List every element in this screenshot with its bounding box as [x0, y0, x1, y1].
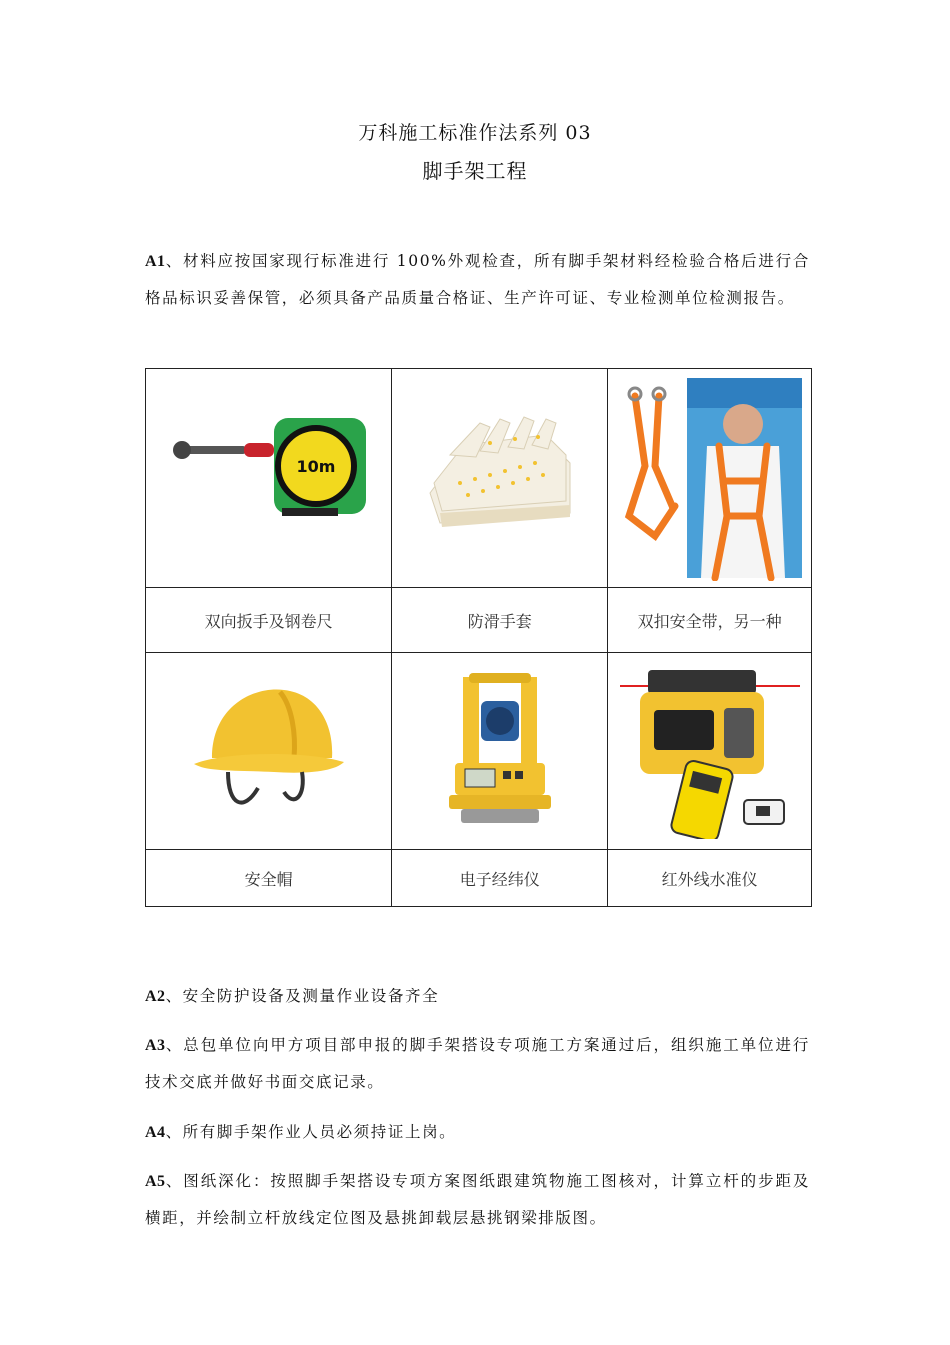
- paragraph-label: A2: [145, 988, 166, 1005]
- paragraph-a2: [145, 978, 810, 1015]
- paragraph-label: A1: [145, 253, 166, 270]
- wrench-tape-measure-icon: [164, 398, 374, 558]
- equipment-table: [145, 368, 812, 907]
- series-title: 万科施工标准作法系列 03: [358, 122, 592, 144]
- paragraph-text: 、材料应按国家现行标准进行 100%外观检查，所有脚手架材料经检验合格后进行合格品标识妥善保管，必须具备产品质量合格证、生产许可证、专业检测单位检测报告。: [145, 252, 810, 307]
- gloves-image: [392, 369, 608, 588]
- hard-hat-image: [146, 653, 392, 850]
- paragraph-text: 、图纸深化：按照脚手架搭设专项方案图纸跟建筑物施工图核对，计算立杆的步距及横距，并绘制立杆放线定位图及悬挑卸载层悬挑钢梁排版图。: [145, 1172, 810, 1227]
- caption-theodolite: 电子经纬仪: [392, 850, 608, 907]
- caption-row: [146, 588, 812, 653]
- paragraph-text: 、安全防护设备及测量作业设备齐全: [165, 987, 440, 1005]
- paragraph-a4: [145, 1114, 810, 1151]
- caption-safety-harness: 双扣安全带，另一种: [608, 588, 812, 653]
- paragraph-a1: [145, 243, 810, 317]
- paragraph-a3: [145, 1027, 810, 1101]
- gloves-icon: [420, 413, 580, 543]
- image-row: [146, 653, 812, 850]
- paragraph-label: A5: [145, 1173, 166, 1190]
- paragraph-label: A3: [145, 1037, 166, 1054]
- image-row: [146, 369, 812, 588]
- theodolite-icon: [445, 671, 555, 831]
- safety-harness-image: [608, 369, 812, 588]
- caption-gloves: 防滑手套: [392, 588, 608, 653]
- paragraph-label: A4: [145, 1124, 166, 1141]
- wrench-tape-measure-image: [146, 369, 392, 588]
- caption-row: [146, 850, 812, 907]
- paragraph-text: 、所有脚手架作业人员必须持证上岗。: [165, 1123, 457, 1141]
- laser-level-icon: [620, 664, 800, 839]
- caption-wrench-tape-measure: 双向扳手及钢卷尺: [146, 588, 392, 653]
- hard-hat-icon: [184, 676, 354, 826]
- document-title: 脚手架工程: [422, 159, 528, 183]
- caption-hard-hat: 安全帽: [146, 850, 392, 907]
- laser-level-image: [608, 653, 812, 850]
- paragraph-text: 、总包单位向甲方项目部申报的脚手架搭设专项施工方案通过后，组织施工单位进行技术交底并做好书面交底记录。: [145, 1036, 810, 1091]
- caption-laser-level: 红外线水准仪: [608, 850, 812, 907]
- tape-label: 10m: [296, 457, 336, 476]
- theodolite-image: [392, 653, 608, 850]
- paragraph-a5: [145, 1163, 810, 1237]
- safety-harness-icon: [615, 376, 805, 581]
